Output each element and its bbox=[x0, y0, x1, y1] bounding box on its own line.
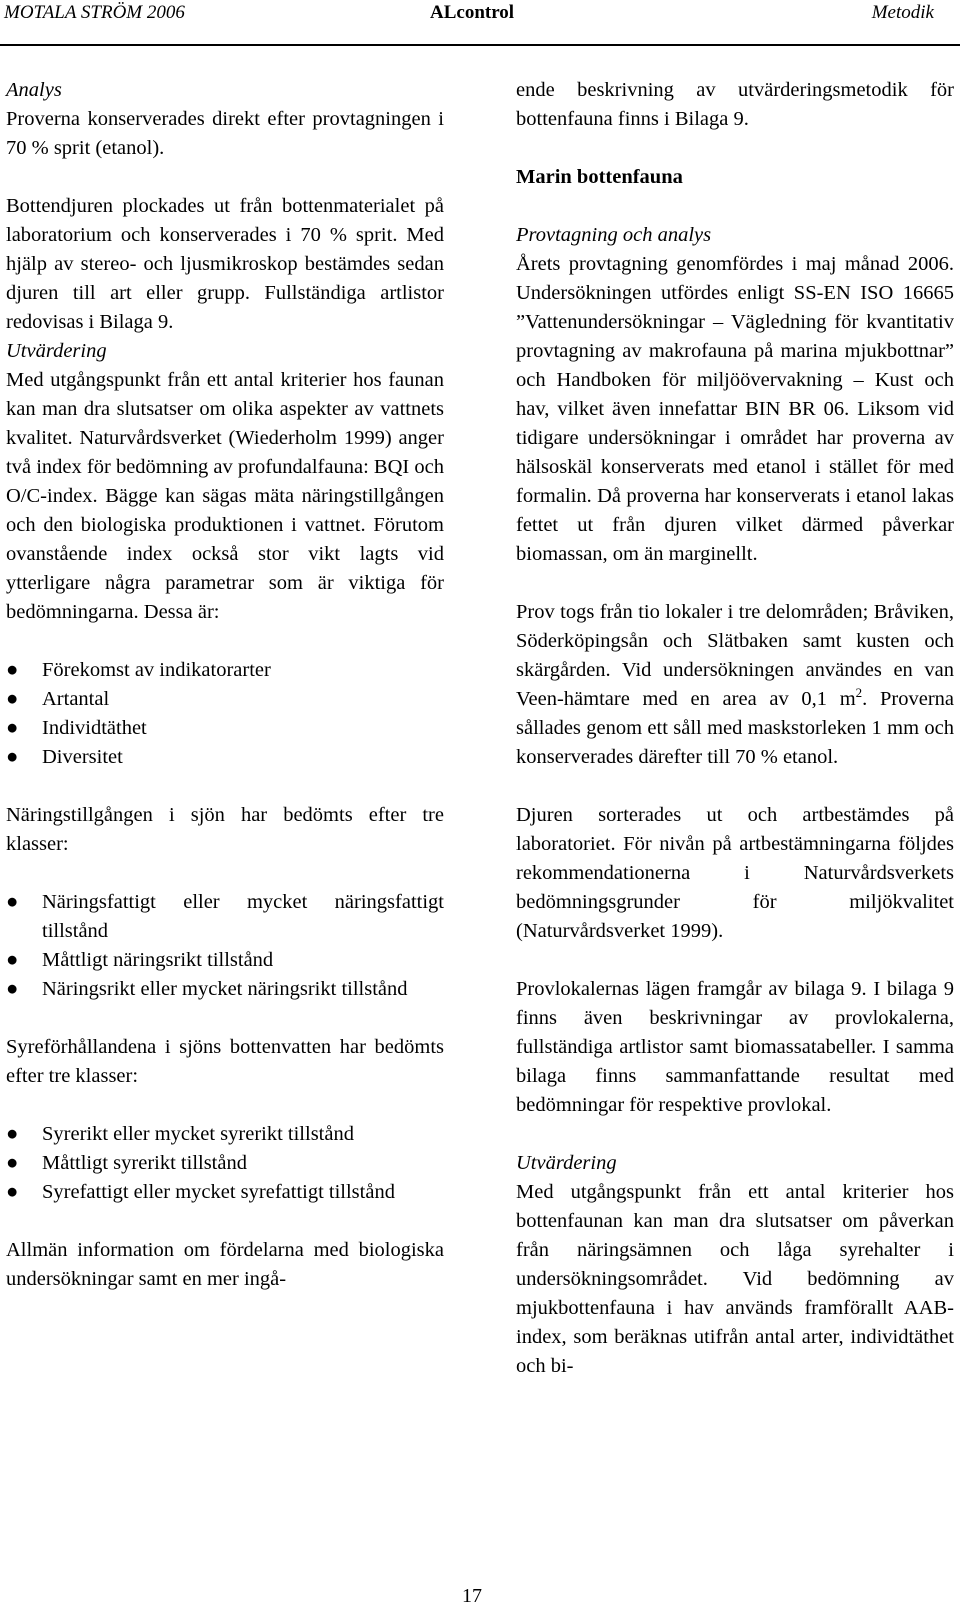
bullet-icon: ● bbox=[6, 1181, 19, 1203]
bullet-icon: ● bbox=[6, 746, 19, 768]
bullet-icon: ● bbox=[6, 1152, 19, 1174]
naring-intro: Näringstillgången i sjön har bedömts efter tre klasser: bbox=[6, 804, 444, 855]
djuren-paragraph: Djuren sorterades ut och artbestämdes på laboratoriet. För nivån på artbestämningarna följdes rekommendationerna i Naturvårdsverkets bedömningsgrunder för miljökvalitet (Naturvårdsverket 1999). bbox=[516, 804, 954, 942]
prov-paragraph: Prov togs från tio lokaler i tre delområden; Bråviken, Söderköpingsån och Slätbaken samt kusten och skärgården. Vid undersökningen användes en van Veen-hämtare med en area av 0,1 $m^2$. Proverna sållades genom ett såll med maskstorleken 1 mm och konserverades därefter till 70 % etanol. bbox=[516, 601, 954, 768]
list-item: ● Diversitet bbox=[6, 743, 444, 772]
utvardering-heading: Utvärdering bbox=[6, 340, 107, 362]
list-item: ● Förekomst av indikatorarter bbox=[6, 656, 444, 685]
list-item: ● Måttligt syrerikt tillstånd bbox=[6, 1149, 444, 1178]
list-item: ● Måttligt näringsrikt tillstånd bbox=[6, 946, 444, 975]
list-item: ● Näringsrikt eller mycket näringsrikt tillstånd bbox=[6, 975, 444, 1004]
left-column bbox=[6, 76, 444, 1294]
utvardering-paragraph-right: Med utgångspunkt från ett antal kriterier hos bottenfaunan kan man dra slutsatser om påverkan från näringsämnen och låga syrehalter i undersökningsområdet. Vid bedömning av mjukbottenfauna i hav används framförallt AAB-index, som beräknas utifrån antal arter, individtäthet och bi- bbox=[516, 1181, 954, 1377]
provtagning-paragraph: Årets provtagning genomfördes i maj månad 2006. Undersökningen utfördes enligt SS-EN ISO 16665 ”Vattenundersökningar – Vägledning för kvantitativ provtagning av makrofauna på marina mjukbottnar” och Handboken för miljöövervakning – Kust och hav, vilket även innefattar BIN BR 06. Liksom vid tidigare undersökningar i området har proverna av hälsoskäl konserverats med etanol i stället för med formalin. Då proverna har konserverats i etanol lakas fettet ut från djuren vilket därmed påverkar biomassan, om än marginellt. bbox=[516, 253, 954, 565]
utvardering-paragraph: Med utgångspunkt från ett antal kriterier hos faunan kan man dra slutsatser om olika aspekter av vattnets kvalitet. Naturvårdsverket (Wiederholm 1999) anger två index för bedömning av profundalfauna: BQI och O/C-index. Bägge kan sägas mäta näringstillgången och den biologiska produktionen i vattnet. Förutom ovanstående index också stor vikt lagts vid ytterligare några parametrar som är viktiga för bedömningarna. Dessa är: bbox=[6, 369, 444, 623]
list-item: ● Syrerikt eller mycket syrerikt tillstånd bbox=[6, 1120, 444, 1149]
bullet-icon: ● bbox=[6, 891, 19, 913]
provlokal-paragraph: Provlokalernas lägen framgår av bilaga 9. I bilaga 9 finns även beskrivningar av provlokalerna, fullständiga artlistor samt biomassatabeller. I samma bilaga finns sammanfattande resultat med bedömningar för respektive provlokal. bbox=[516, 978, 954, 1116]
allman-paragraph: Allmän information om fördelarna med biologiska undersökningar samt en mer ingå- bbox=[6, 1239, 444, 1290]
list-item: ● Näringsfattigt eller mycket näringsfattigt tillstånd bbox=[6, 888, 444, 946]
right-column bbox=[516, 76, 954, 1381]
indicator-list bbox=[6, 656, 444, 772]
marin-heading: Marin bottenfauna bbox=[516, 166, 683, 188]
bullet-icon: ● bbox=[6, 688, 19, 710]
syre-intro: Syreförhållandena i sjöns bottenvatten har bedömts efter tre klasser: bbox=[6, 1036, 444, 1087]
naring-list bbox=[6, 888, 444, 1004]
provtagning-heading: Provtagning och analys bbox=[516, 224, 712, 246]
page-header bbox=[0, 0, 960, 46]
bullet-icon: ● bbox=[6, 978, 19, 1000]
list-item: ● Syrefattigt eller mycket syrefattigt tillstånd bbox=[6, 1178, 444, 1207]
continued-paragraph: ende beskrivning av utvärderingsmetodik för bottenfauna finns i Bilaga 9. bbox=[516, 79, 954, 130]
utvardering-heading-right: Utvärdering bbox=[516, 1152, 617, 1174]
list-item: ● Individtäthet bbox=[6, 714, 444, 743]
bullet-icon: ● bbox=[6, 659, 19, 681]
list-item: ● Artantal bbox=[6, 685, 444, 714]
header-section: Metodik bbox=[871, 2, 934, 23]
bullet-icon: ● bbox=[6, 717, 19, 739]
bullet-icon: ● bbox=[6, 1123, 19, 1145]
syre-list bbox=[6, 1120, 444, 1207]
page-number: 17 bbox=[462, 1585, 482, 1607]
analys-paragraph-2: Bottendjuren plockades ut från bottenmaterialet på laboratorium och konserverades i 70 % sprit. Med hjälp av stereo- och ljusmikroskop bestämdes sedan djuren till art eller grupp. Fullständiga artlistor redovisas i Bilaga 9. bbox=[6, 195, 444, 333]
analys-heading: Analys bbox=[6, 79, 62, 101]
header-company: ALcontrol bbox=[430, 2, 515, 23]
bullet-icon: ● bbox=[6, 949, 19, 971]
header-report-title: MOTALA STRÖM 2006 bbox=[4, 2, 185, 23]
analys-paragraph-1: Proverna konserverades direkt efter provtagningen i 70 % sprit (etanol). bbox=[6, 108, 444, 159]
